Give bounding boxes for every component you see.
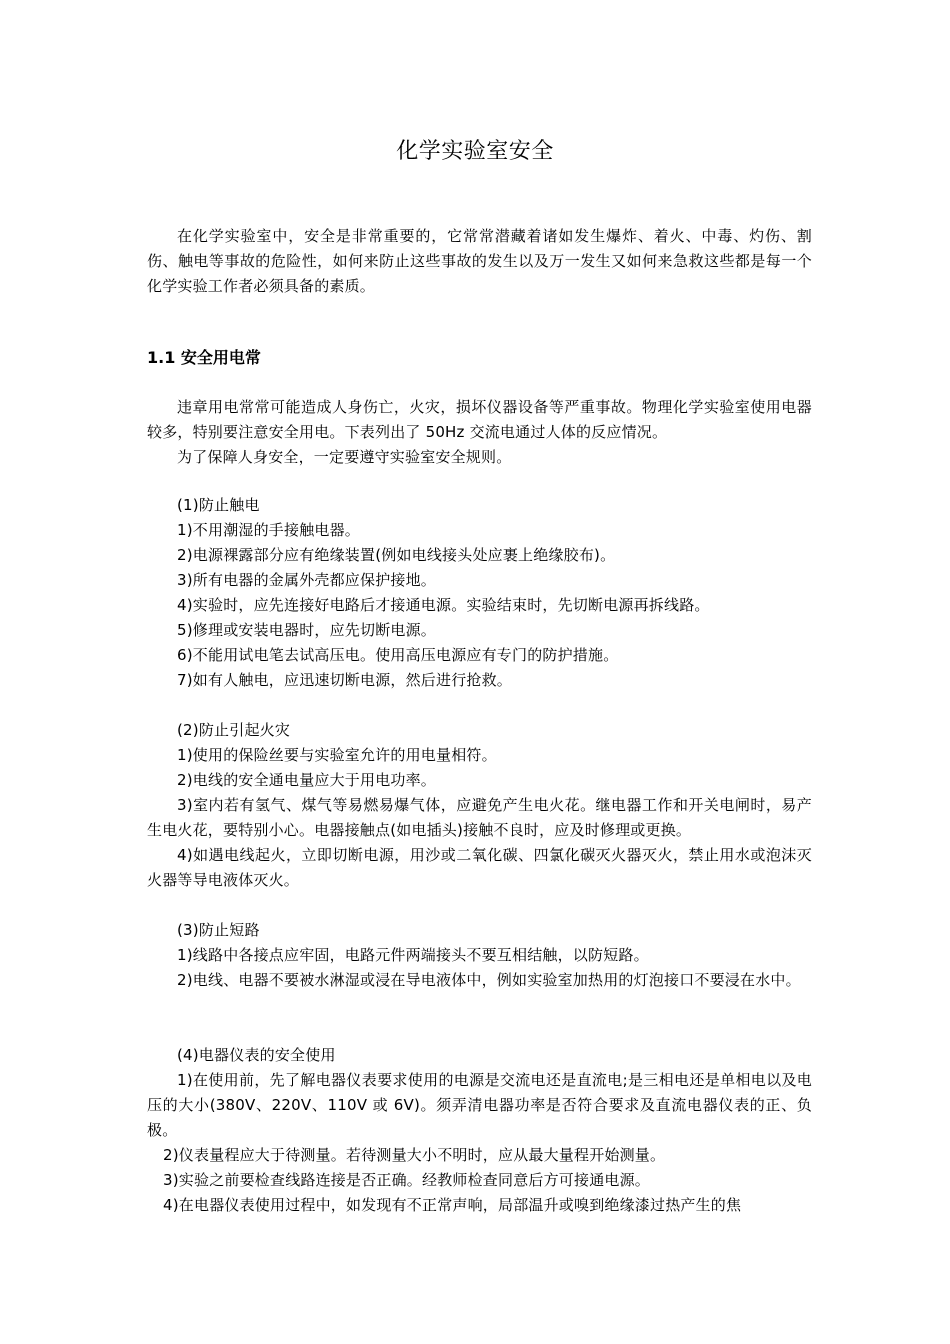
list-paragraph: 4)如遇电线起火，立即切断电源，用沙或二氧化碳、四氯化碳灭火器灭火，禁止用水或泡沫灭火器等导电液体灭火。 [147,846,812,889]
intro-block [147,224,812,299]
list-item: 6)不能用试电笔去试高压电。使用高压电源应有专门的防护措施。 [177,646,619,664]
list-item: 2)电线的安全通电量应大于用电功率。 [177,771,436,789]
list-item: 2)仪表量程应大于待测量。若待测量大小不明时，应从最大量程开始测量。 [163,1146,666,1164]
section-paragraph-1: 违章用电常常可能造成人身伤亡，火灾，损坏仪器设备等严重事故。物理化学实验室使用电器较多，特别要注意安全用电。下表列出了 50Hz 交流电通过人体的反应情况。 [147,398,812,441]
group-title: (2)防止引起火灾 [177,721,291,739]
group-prevent-short-circuit [147,918,812,993]
list-paragraph: 2)电线、电器不要被水淋湿或浸在导电液体中，例如实验室加热用的灯泡接口不要浸在水中。 [177,971,801,989]
group-prevent-fire [147,718,812,893]
list-item: 4)在电器仪表使用过程中，如发现有不正常声响，局部温升或嗅到绝缘漆过热产生的焦 [163,1196,742,1214]
list-item: 1)不用潮湿的手接触电器。 [177,521,360,539]
list-item: 5)修理或安装电器时，应先切断电源。 [177,621,436,639]
group-title: (4)电器仪表的安全使用 [177,1046,336,1064]
group-prevent-shock [147,493,812,693]
group-title: (1)防止触电 [177,496,260,514]
list-item: 4)实验时，应先连接好电路后才接通电源。实验结束时，先切断电源再拆线路。 [177,596,710,614]
group-title: (3)防止短路 [177,921,260,939]
section-paragraph-2: 为了保障人身安全，一定要遵守实验室安全规则。 [177,448,512,466]
group-instrument-safety [147,1043,812,1218]
list-item: 1)线路中各接点应牢固，电路元件两端接头不要互相结触，以防短路。 [177,946,649,964]
list-item: 3)实验之前要检查线路连接是否正确。经教师检查同意后方可接通电源。 [163,1171,650,1189]
section-intro-block [147,395,812,470]
list-item: 2)电源裸露部分应有绝缘装置(例如电线接头处应裹上绝缘胶布)。 [177,546,616,564]
list-paragraph: 3)室内若有氢气、煤气等易燃易爆气体，应避免产生电火花。继电器工作和开关电闸时，易产生电火花，要特别小心。电器接触点(如电插头)接触不良时，应及时修理或更换。 [147,796,812,839]
list-item: 3)所有电器的金属外壳都应保护接地。 [177,571,436,589]
list-item: 1)使用的保险丝要与实验室允许的用电量相符。 [177,746,497,764]
section-heading: 1.1 安全用电常 [147,348,261,367]
intro-paragraph: 在化学实验室中，安全是非常重要的，它常常潜藏着诸如发生爆炸、着火、中毒、灼伤、割伤、触电等事故的危险性，如何来防止这些事故的发生以及万一发生又如何来急救这些都是每一个化学实验工作者必须具备的素质。 [147,227,812,295]
list-item: 7)如有人触电，应迅速切断电源，然后进行抢救。 [177,671,512,689]
list-paragraph: 1)在使用前，先了解电器仪表要求使用的电源是交流电还是直流电;是三相电还是单相电以及电压的大小(380V、220V、110V 或 6V)。须弄清电器功率是否符合要求及直流电器仪表的正、负极。 [147,1071,812,1139]
document-title: 化学实验室安全 [396,139,554,164]
